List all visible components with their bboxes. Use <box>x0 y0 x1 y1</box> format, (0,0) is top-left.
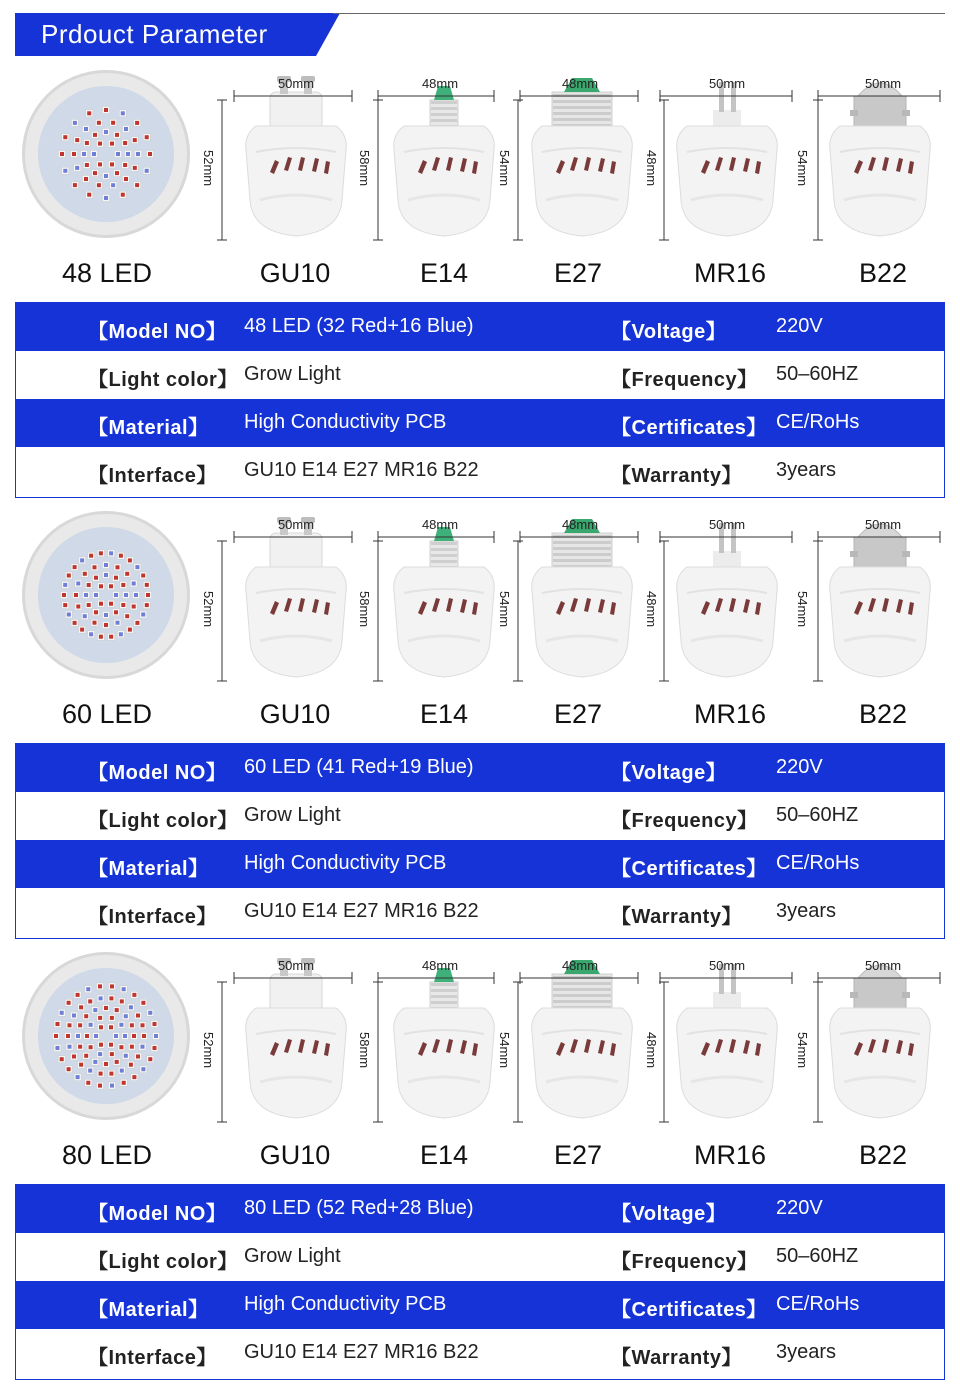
bulb-image-b22 <box>810 882 950 1132</box>
bulb-type-label: E27 <box>553 258 603 288</box>
spec-value: 3years <box>776 1341 837 1363</box>
led-count-label: 60 LED <box>61 699 153 729</box>
spec-key: 【Warranty】 <box>611 1347 742 1369</box>
dim-width: 50mm <box>708 517 746 532</box>
bulb-image-mr16 <box>657 0 797 250</box>
bulb-image-mr16 <box>657 441 797 691</box>
dim-width: 48mm <box>421 517 459 532</box>
spec-value: CE/RoHs <box>776 852 860 874</box>
spec-value: 220V <box>776 756 823 778</box>
dim-width: 50mm <box>277 958 315 973</box>
dim-width: 50mm <box>864 958 902 973</box>
spec-key: 【Interface】 <box>88 465 217 487</box>
bulb-image-e14 <box>374 882 514 1132</box>
bulb-image-e14 <box>374 0 514 250</box>
spec-value: High Conductivity PCB <box>244 1293 447 1315</box>
spec-value: 80 LED (52 Red+28 Blue) <box>244 1197 474 1219</box>
bulb-image-mr16 <box>657 882 797 1132</box>
spec-row <box>16 1185 944 1233</box>
bulb-image-e27 <box>512 0 652 250</box>
dim-height: 52mm <box>201 591 216 628</box>
bulb-image-e27 <box>512 882 652 1132</box>
spec-key: 【Voltage】 <box>611 762 727 784</box>
spec-value: GU10 E14 E27 MR16 B22 <box>244 1341 479 1363</box>
spec-value: 48 LED (32 Red+16 Blue) <box>244 315 474 337</box>
bulb-type-label: MR16 <box>693 258 767 288</box>
product-section <box>0 0 960 487</box>
dim-height: 58mm <box>357 1032 372 1069</box>
dim-height: 58mm <box>357 150 372 187</box>
spec-key: 【Certificates】 <box>611 1299 767 1321</box>
dim-width: 50mm <box>277 76 315 91</box>
dim-height: 52mm <box>201 1032 216 1069</box>
dim-width: 50mm <box>708 958 746 973</box>
dim-width: 50mm <box>864 76 902 91</box>
led-chip-image <box>22 952 190 1120</box>
bulb-image-gu10 <box>226 0 366 250</box>
dim-width: 50mm <box>708 76 746 91</box>
dim-height: 54mm <box>497 1032 512 1069</box>
spec-value: 220V <box>776 315 823 337</box>
bulb-type-label: B22 <box>858 258 908 288</box>
spec-key: 【Voltage】 <box>611 1203 727 1225</box>
spec-value: High Conductivity PCB <box>244 852 447 874</box>
led-count-label: 48 LED <box>61 258 153 288</box>
dim-height: 48mm <box>644 591 659 628</box>
spec-row <box>16 399 944 447</box>
bulb-type-label: B22 <box>858 1140 908 1170</box>
spec-row <box>16 1281 944 1329</box>
page-title: Prdouct Parameter <box>41 19 268 49</box>
spec-key: 【Model NO】 <box>88 762 227 784</box>
spec-row <box>16 303 944 351</box>
dim-width: 50mm <box>864 517 902 532</box>
product-section <box>0 882 960 1369</box>
dim-width: 48mm <box>561 76 599 91</box>
bulb-image-b22 <box>810 0 950 250</box>
spec-value: Grow Light <box>244 363 341 385</box>
bulb-image-gu10 <box>226 441 366 691</box>
bulb-image-b22 <box>810 441 950 691</box>
led-count-label: 80 LED <box>61 1140 153 1170</box>
spec-value: CE/RoHs <box>776 1293 860 1315</box>
spec-value: 3years <box>776 900 837 922</box>
bulb-row <box>0 882 960 1172</box>
bulb-image-e27 <box>512 441 652 691</box>
dim-height: 52mm <box>201 150 216 187</box>
dim-height: 54mm <box>497 591 512 628</box>
dim-width: 48mm <box>561 958 599 973</box>
dim-width: 48mm <box>421 76 459 91</box>
spec-key: 【Model NO】 <box>88 1203 227 1225</box>
led-chip-image <box>22 70 190 238</box>
dim-height: 54mm <box>795 150 810 187</box>
spec-key: 【Frequency】 <box>611 810 758 832</box>
spec-value: Grow Light <box>244 1245 341 1267</box>
spec-value: 220V <box>776 1197 823 1219</box>
bulb-type-label: E14 <box>419 699 469 729</box>
spec-value: GU10 E14 E27 MR16 B22 <box>244 900 479 922</box>
spec-key: 【Warranty】 <box>611 465 742 487</box>
spec-key: 【Interface】 <box>88 906 217 928</box>
spec-row <box>16 744 944 792</box>
dim-height: 48mm <box>644 1032 659 1069</box>
spec-key: 【Light color】 <box>88 369 238 391</box>
bulb-row <box>0 0 960 290</box>
product-section <box>0 441 960 928</box>
spec-row <box>16 1233 944 1281</box>
spec-value: 50–60HZ <box>776 363 859 385</box>
spec-value: 50–60HZ <box>776 1245 859 1267</box>
spec-value: High Conductivity PCB <box>244 411 447 433</box>
bulb-row <box>0 441 960 731</box>
dim-width: 48mm <box>561 517 599 532</box>
dim-height: 48mm <box>644 150 659 187</box>
bulb-type-label: E14 <box>419 258 469 288</box>
bulb-type-label: MR16 <box>693 1140 767 1170</box>
bulb-type-label: E27 <box>553 1140 603 1170</box>
spec-key: 【Frequency】 <box>611 369 758 391</box>
spec-key: 【Material】 <box>88 858 209 880</box>
spec-key: 【Material】 <box>88 1299 209 1321</box>
spec-key: 【Model NO】 <box>88 321 227 343</box>
spec-row <box>16 792 944 840</box>
dim-height: 54mm <box>497 150 512 187</box>
spec-value: 3years <box>776 459 837 481</box>
bulb-type-label: GU10 <box>259 1140 331 1170</box>
dim-height: 54mm <box>795 1032 810 1069</box>
spec-key: 【Voltage】 <box>611 321 727 343</box>
dim-width: 48mm <box>421 958 459 973</box>
bulb-type-label: GU10 <box>259 699 331 729</box>
bulb-type-label: MR16 <box>693 699 767 729</box>
spec-key: 【Certificates】 <box>611 858 767 880</box>
spec-key: 【Material】 <box>88 417 209 439</box>
spec-table <box>15 1184 945 1380</box>
spec-value: 50–60HZ <box>776 804 859 826</box>
bulb-image-e14 <box>374 441 514 691</box>
spec-row <box>16 1329 944 1377</box>
bulb-type-label: E27 <box>553 699 603 729</box>
dim-height: 58mm <box>357 591 372 628</box>
spec-value: CE/RoHs <box>776 411 860 433</box>
spec-key: 【Certificates】 <box>611 417 767 439</box>
bulb-type-label: E14 <box>419 1140 469 1170</box>
spec-key: 【Light color】 <box>88 1251 238 1273</box>
bulb-type-label: GU10 <box>259 258 331 288</box>
spec-row <box>16 840 944 888</box>
spec-key: 【Warranty】 <box>611 906 742 928</box>
led-chip-image <box>22 511 190 679</box>
bulb-image-gu10 <box>226 882 366 1132</box>
spec-value: 60 LED (41 Red+19 Blue) <box>244 756 474 778</box>
bulb-type-label: B22 <box>858 699 908 729</box>
spec-key: 【Frequency】 <box>611 1251 758 1273</box>
spec-value: GU10 E14 E27 MR16 B22 <box>244 459 479 481</box>
spec-value: Grow Light <box>244 804 341 826</box>
dim-width: 50mm <box>277 517 315 532</box>
dim-height: 54mm <box>795 591 810 628</box>
spec-key: 【Light color】 <box>88 810 238 832</box>
spec-row <box>16 351 944 399</box>
spec-key: 【Interface】 <box>88 1347 217 1369</box>
